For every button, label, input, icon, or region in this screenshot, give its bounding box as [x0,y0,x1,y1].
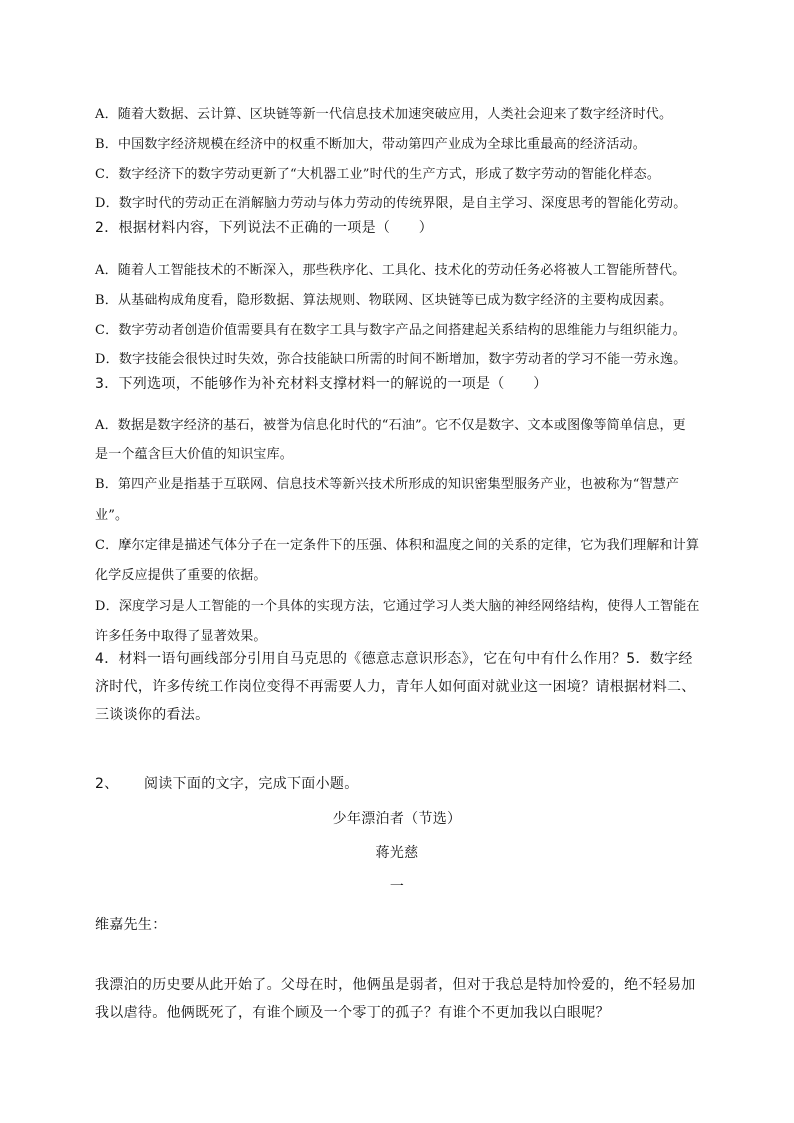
q1-option-a: A．随着大数据、云计算、区块链等新一代信息技术加速突破应用，人类社会迎来了数字经济时代。 [95,107,673,122]
q2-option-c: C．数字劳动者创造价值需要具有在数字工具与数字产品之间搭建起关系结构的思维能力与组织能力。 [95,323,686,338]
q2-stem: 2．根据材料内容，下列说法不正确的一项是（ ） [95,220,434,236]
q3-option-d-line1: D．深度学习是人工智能的一个具体的实现方法，它通过学习人类大脑的神经网络结构，使得人工智能在 [95,599,700,614]
section-number: 2、 [95,776,119,792]
q4-q5-line2: 济时代，许多传统工作岗位变得不再需要人力，青年人如何面对就业这一困境？请根据材料二、 [95,679,696,695]
paragraph-line1: 我漂泊的历史要从此开始了。父母在时，他俩虽是弱者，但对于我总是特加怜爱的，绝不轻易加 [95,977,696,993]
q2-option-a: A．随着人工智能技术的不断深入，那些秩序化、工具化、技术化的劳动任务必将被人工智能所替代。 [95,263,686,278]
q4-q5-line3: 三谈谈你的看法。 [95,707,210,723]
q1-option-b: B．中国数字经济规模在经济中的权重不断加大，带动第四产业成为全球比重最高的经济活动。 [95,137,646,152]
q4-q5-line1: 4．材料一语句画线部分引用自马克思的《德意志意识形态》，它在句中有什么作用？5．数字经 [95,651,693,667]
q3-option-d-line2: 许多任务中取得了显著效果。 [95,629,267,644]
q2-option-b: B．从基础构成角度看，隐形数据、算法规则、物联网、区块链等已成为数字经济的主要构成因素。 [95,293,673,308]
chapter-number: 一 [389,879,405,895]
q2-option-d: D．数字技能会很快过时失效，弥合技能缺口所需的时间不断增加，数字劳动者的学习不能一劳永逸。 [95,352,687,367]
q1-option-c: C．数字经济下的数字劳动更新了“大机器工业”时代的生产方式，形成了数字劳动的智能化样态。 [95,167,661,182]
article-title: 少年漂泊者（节选） [332,811,462,827]
q3-option-b-line1: B．第四产业是指基于互联网、信息技术等新兴技术所形成的知识密集型服务产业，也被称为“智慧产 [95,477,680,492]
q3-option-c-line1: C．摩尔定律是描述气体分子在一定条件下的压强、体积和温度之间的关系的定律，它为我们理解和计算 [95,538,700,553]
q3-stem: 3．下列选项，不能够作为补充材料支撑材料一的解说的一项是（ ） [95,376,548,392]
paragraph-line2: 我以虐待。他俩既死了，有谁个顾及一个零丁的孤子？有谁个不更加我以白眼呢？ [95,1005,610,1021]
q3-option-a-line1: A．数据是数字经济的基石，被誉为信息化时代的“石油”。它不仅是数字、文本或图像等简单信息，更 [95,418,686,433]
article-author: 蒋光慈 [375,845,419,861]
q3-option-a-line2: 是一个蕴含巨大价值的知识宝库。 [95,447,294,462]
section-instruction: 阅读下面的文字，完成下面小题。 [144,776,359,792]
q3-option-b-line2: 业”。 [95,508,129,523]
q1-option-d: D．数字时代的劳动正在消解脑力劳动与体力劳动的传统界限，是自主学习、深度思考的智能化劳动。 [95,196,687,211]
letter-salutation: 维嘉先生： [95,917,167,933]
q3-option-c-line2: 化学反应提供了重要的依据。 [95,568,267,583]
